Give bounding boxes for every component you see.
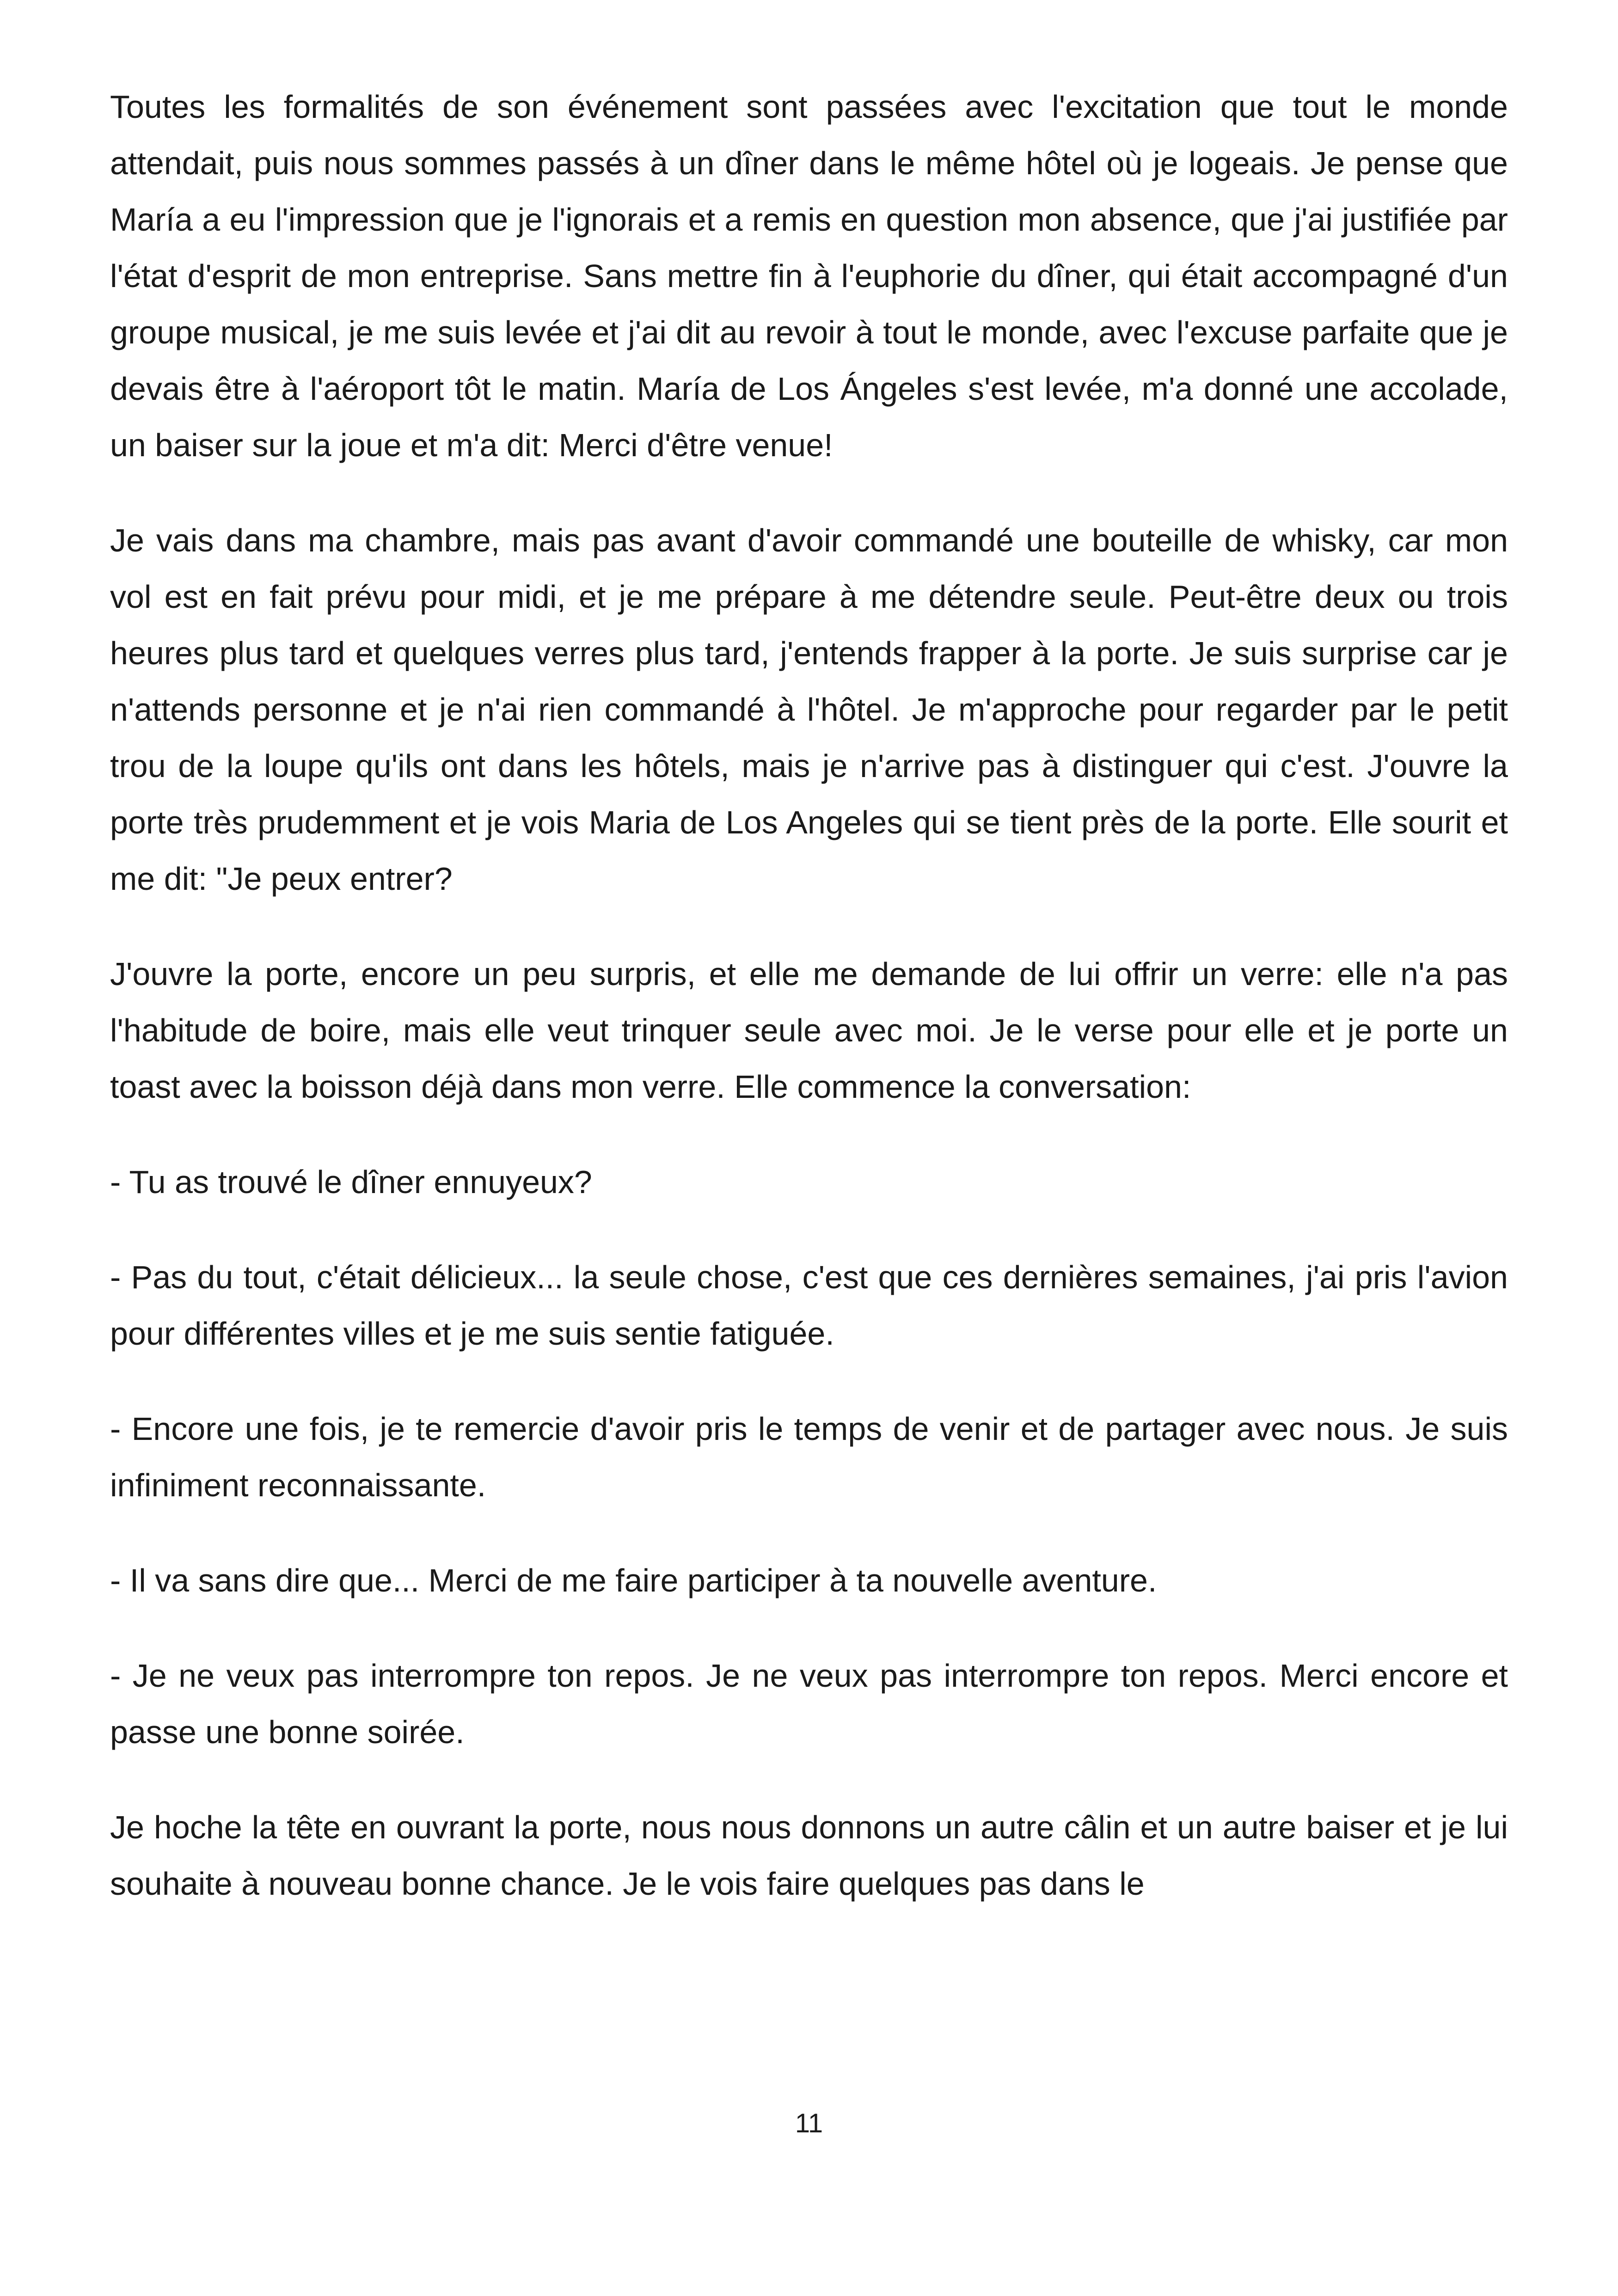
dialogue-line: - Pas du tout, c'était délicieux... la seule chose, c'est que ces dernières semaines, j'ai pris l'avion pour différentes villes et je me suis sentie fatiguée.: [110, 1259, 1508, 1352]
paragraph: Je hoche la tête en ouvrant la porte, nous nous donnons un autre câlin et un autre baiser et je lui souhaite à nouveau bonne chance. Je le vois faire quelques pas dans le: [110, 1809, 1508, 1902]
page-number: 11: [795, 2108, 823, 2138]
paragraph: Toutes les formalités de son événement sont passées avec l'excitation que tout le monde attendait, puis nous sommes passés à un dîner dans le même hôtel où je logeais. Je pense que María a eu l'impression que je l'ignorais et a remis en question mon absence, que j'ai justifiée par l'état d'esprit de mon entreprise. Sans mettre fin à l'euphorie du dîner, qui était accompagné d'un groupe musical, je me suis levée et j'ai dit au revoir à tout le monde, avec l'excuse parfaite que je devais être à l'aéroport tôt le matin. María de Los Ángeles s'est levée, m'a donné une accolade, un baiser sur la joue et m'a dit: Merci d'être venue!: [110, 89, 1508, 463]
paragraph: J'ouvre la porte, encore un peu surpris, et elle me demande de lui offrir un verre: elle n'a pas l'habitude de boire, mais elle veut trinquer seule avec moi. Je le verse pour elle et je porte un toast avec la boisson déjà dans mon verre. Elle commence la conversation:: [110, 956, 1508, 1105]
paragraph: Je vais dans ma chambre, mais pas avant d'avoir commandé une bouteille de whisky, car mon vol est en fait prévu pour midi, et je me prépare à me détendre seule. Peut-être deux ou trois heures plus tard et quelques verres plus tard, j'entends frapper à la porte. Je suis surprise car je n'attends personne et je n'ai rien commandé à l'hôtel. Je m'approche pour regarder par le petit trou de la loupe qu'ils ont dans les hôtels, mais je n'arrive pas à distinguer qui c'est. J'ouvre la porte très prudemment et je vois Maria de Los Angeles qui se tient près de la porte. Elle sourit et me dit: "Je peux entrer?: [110, 522, 1508, 897]
dialogue-line: - Tu as trouvé le dîner ennuyeux?: [110, 1164, 592, 1200]
dialogue-line: - Je ne veux pas interrompre ton repos. Je ne veux pas interrompre ton repos. Merci encore et passe une bonne soirée.: [110, 1658, 1508, 1750]
body-text: [110, 79, 1508, 1951]
dialogue-line: - Il va sans dire que... Merci de me faire participer à ta nouvelle aventure.: [110, 1562, 1157, 1598]
dialogue-line: - Encore une fois, je te remercie d'avoir pris le temps de venir et de partager avec nous. Je suis infiniment reconnaissante.: [110, 1411, 1508, 1503]
